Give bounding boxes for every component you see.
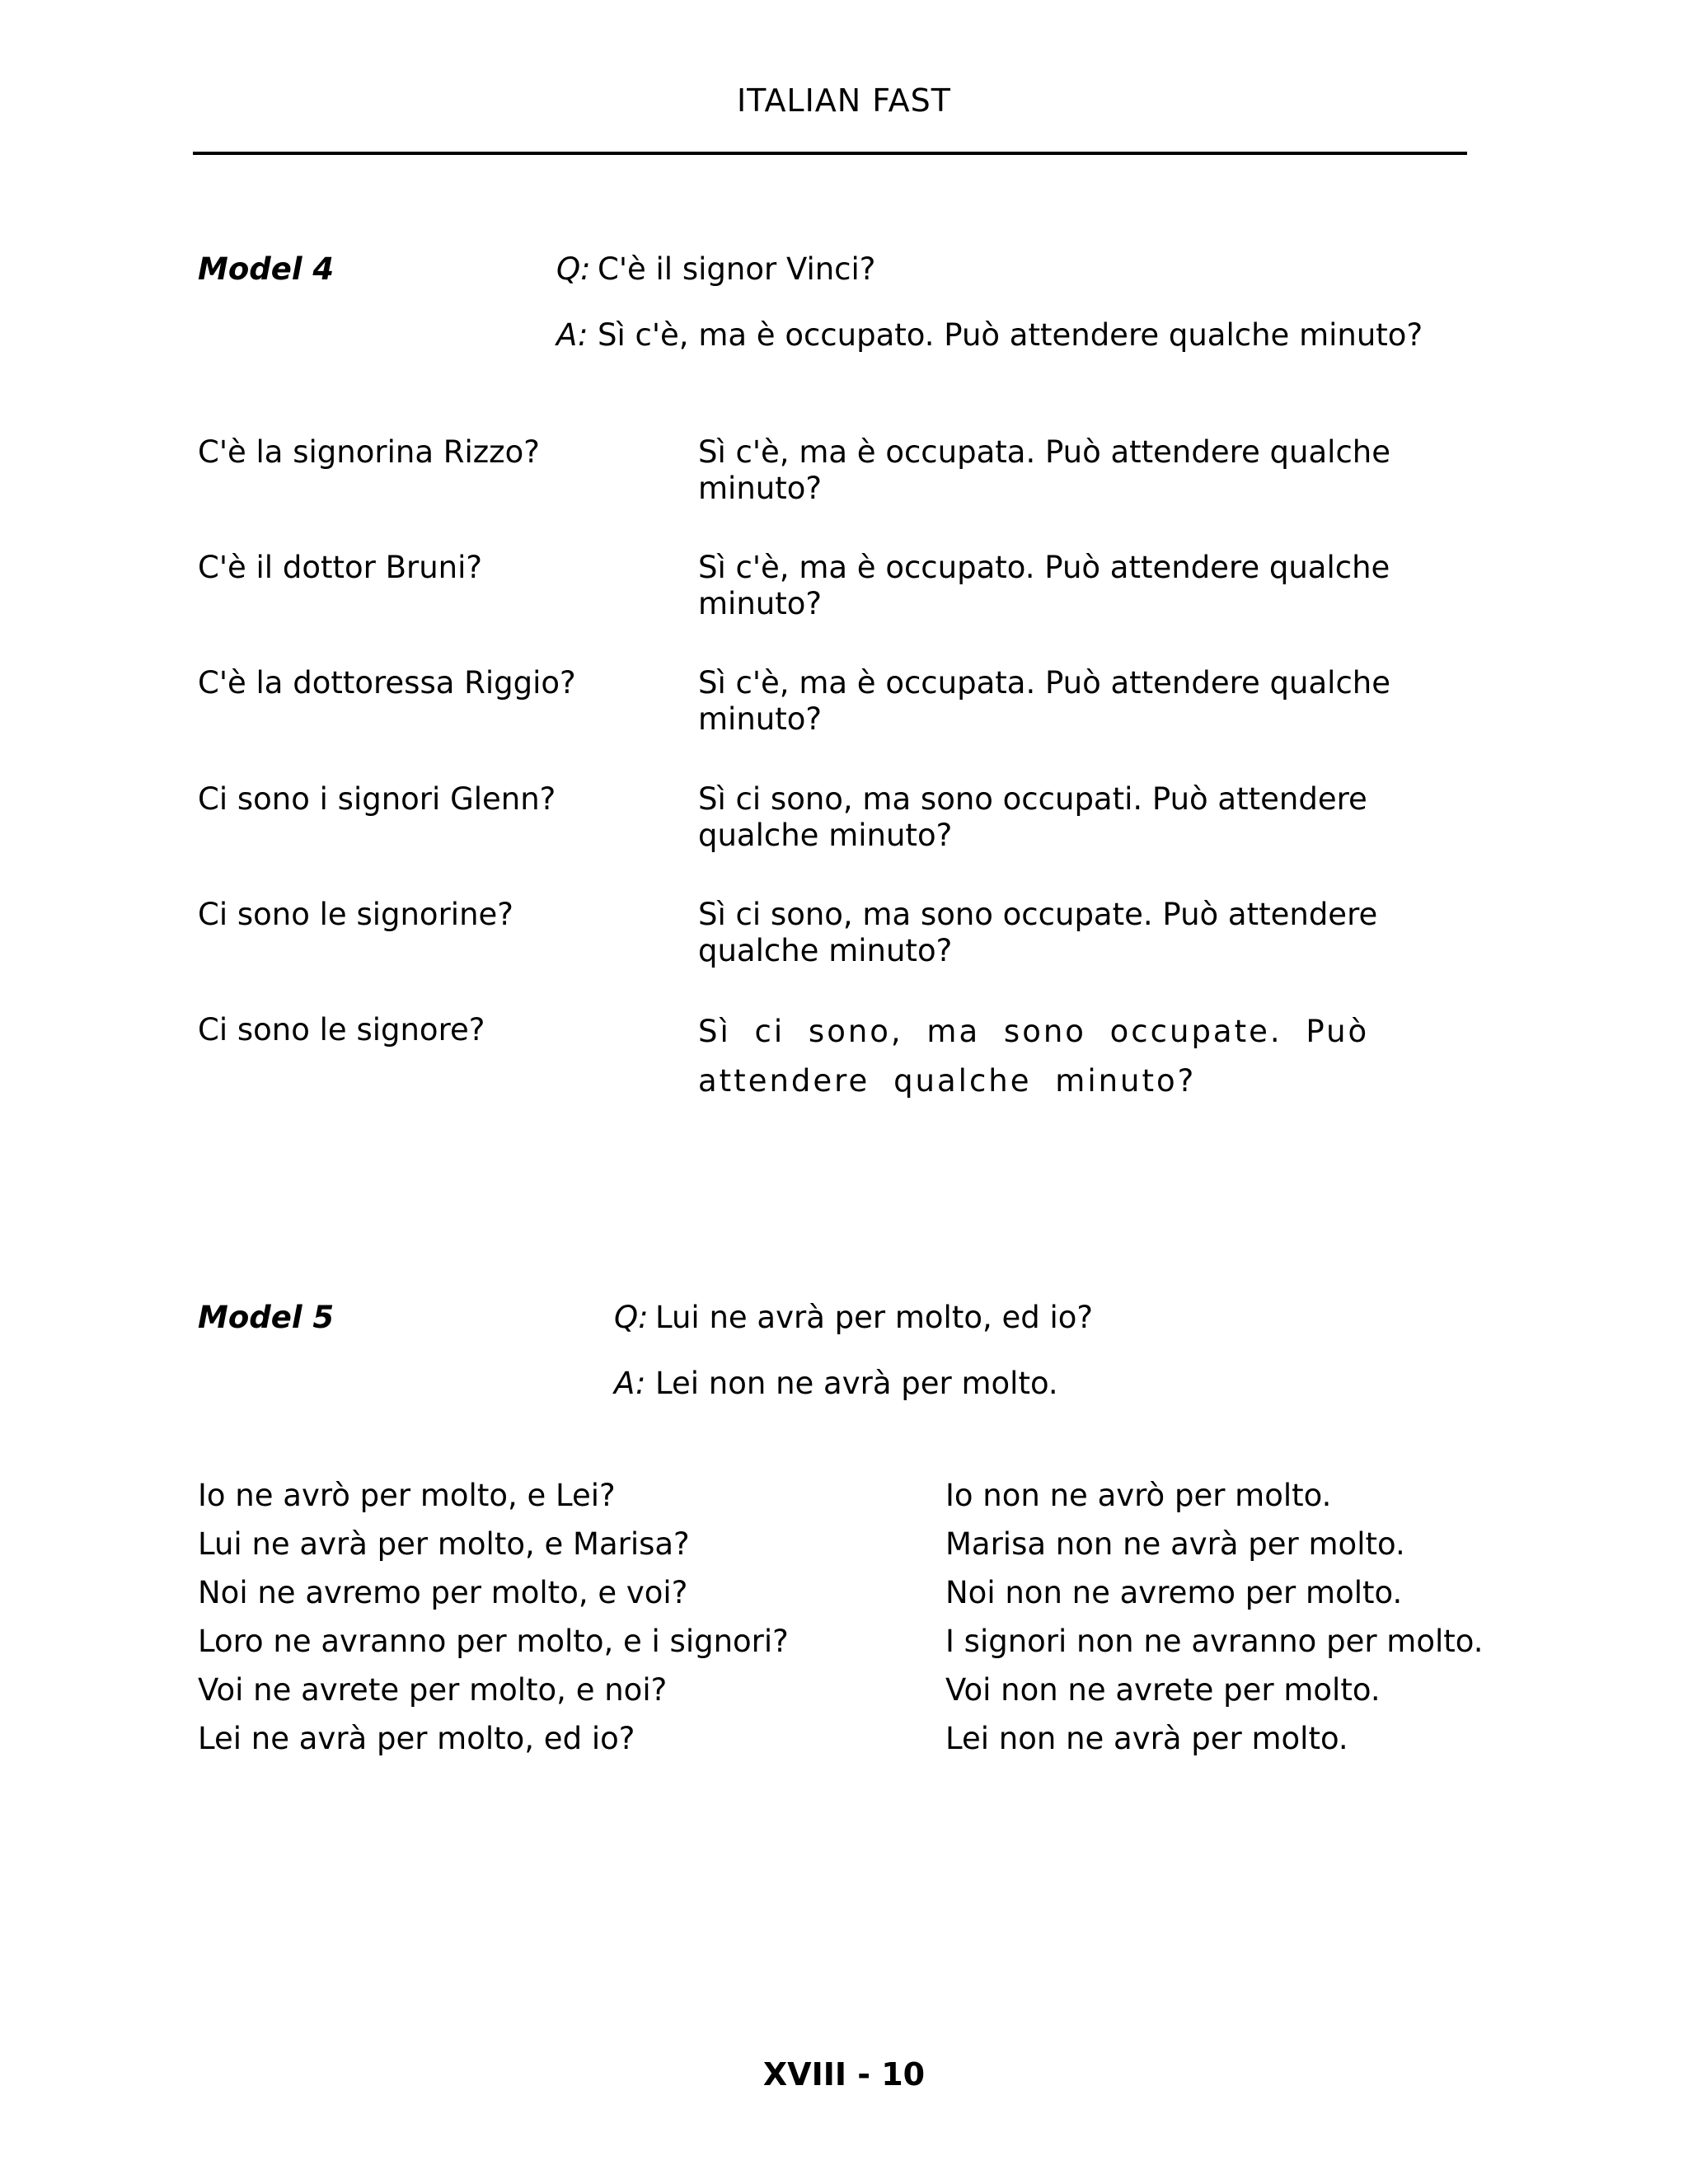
model4-drill-answer: Sì ci sono, ma sono occupate. Può attendere qualche minuto? (698, 1014, 1370, 1099)
model5-question-text: Lui ne avrà per molto, ed io? (655, 1300, 1094, 1335)
model4-drill-answer: Sì ci sono, ma sono occupati. Può attendere qualche minuto? (698, 781, 1367, 853)
model4-drill-answer: Sì ci sono, ma sono occupate. Può attendere qualche minuto? (698, 897, 1378, 968)
question-tag: Q: (556, 251, 591, 287)
model5-drill-answer: Marisa non ne avrà per molto. (945, 1526, 1405, 1562)
model4-drill-answer: Sì c'è, ma è occupato. Può attendere qualche minuto? (698, 550, 1390, 621)
page-header-title: ITALIAN FAST (736, 82, 952, 119)
model5-drill-question: Voi ne avrete per molto, e noi? (198, 1672, 668, 1708)
model5-drill-answer: Lei non ne avrà per molto. (945, 1721, 1348, 1756)
model5-drill-question: Loro ne avranno per molto, e i signori? (198, 1624, 789, 1659)
question-tag: Q: (614, 1300, 649, 1335)
model5-drill-answer: Noi non ne avremo per molto. (945, 1575, 1403, 1610)
model5-answer (614, 1366, 1058, 1401)
model4-drill-question: C'è la signorina Rizzo? (198, 434, 540, 470)
model5-drill-answer: Io non ne avrò per molto. (945, 1478, 1332, 1513)
model4-drill-answer: Sì c'è, ma è occupata. Può attendere qualche minuto? (698, 434, 1390, 506)
answer-tag: A: (556, 317, 588, 353)
header-rule (193, 152, 1467, 155)
model4-drill-question: Ci sono i signori Glenn? (198, 781, 556, 817)
model5-question (614, 1300, 1093, 1335)
model4-drill-question: C'è il dottor Bruni? (198, 550, 483, 585)
model4-label: Model 4 (198, 251, 335, 287)
model4-answer (556, 317, 1423, 353)
model4-question-text: C'è il signor Vinci? (598, 251, 876, 287)
model5-drill-question: Io ne avrò per molto, e Lei? (198, 1478, 616, 1513)
answer-tag: A: (614, 1366, 646, 1401)
model4-answer-text: Sì c'è, ma è occupato. Può attendere qualche minuto? (598, 317, 1423, 353)
model4-drill-question: C'è la dottoressa Riggio? (198, 665, 576, 701)
page-number: XVIII - 10 (762, 2056, 926, 2093)
model5-drill-answer: I signori non ne avranno per molto. (945, 1624, 1484, 1659)
model4-drill-question: Ci sono le signorine? (198, 897, 513, 932)
model5-drill-question: Lei ne avrà per molto, ed io? (198, 1721, 635, 1756)
model4-drill-answer: Sì c'è, ma è occupata. Può attendere qualche minuto? (698, 665, 1390, 737)
model5-drill-question: Noi ne avremo per molto, e voi? (198, 1575, 688, 1610)
model4-drill-question: Ci sono le signore? (198, 1012, 485, 1047)
model5-drill-answer: Voi non ne avrete per molto. (945, 1672, 1381, 1708)
model4-question (556, 251, 875, 287)
model5-answer-text: Lei non ne avrà per molto. (655, 1366, 1058, 1401)
model5-label: Model 5 (198, 1300, 335, 1335)
model5-drill-question: Lui ne avrà per molto, e Marisa? (198, 1526, 690, 1562)
